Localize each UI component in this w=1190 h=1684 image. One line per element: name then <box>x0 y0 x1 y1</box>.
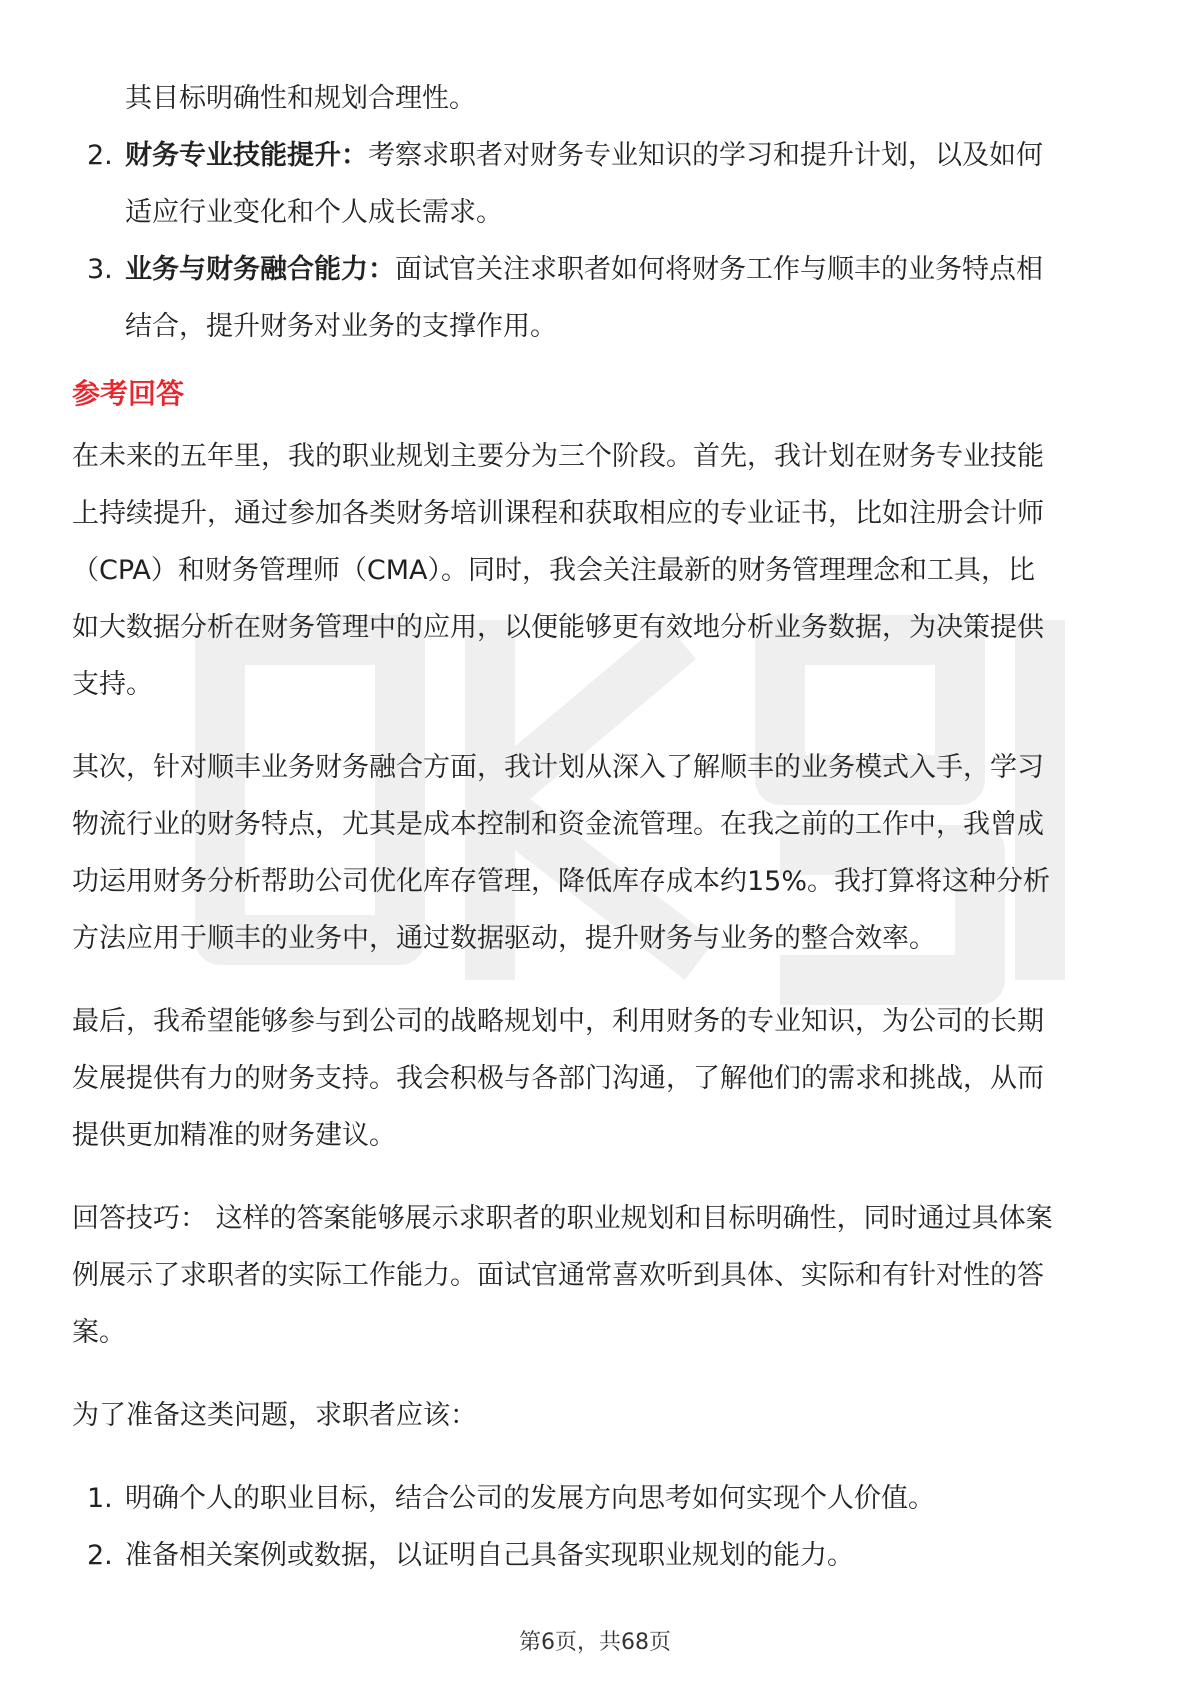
paragraph-line: 最后，我希望能够参与到公司的战略规划中，利用财务的专业知识，为公司的长期 <box>72 1006 1044 1037</box>
paragraph-line: 例展示了求职者的实际工作能力。面试官通常喜欢听到具体、实际和有针对性的答 <box>72 1260 1044 1291</box>
paragraph-line: 功运用财务分析帮助公司优化库存管理，降低库存成本约15%。我打算将这种分析 <box>72 866 1051 897</box>
paragraph-line: 物流行业的财务特点，尤其是成本控制和资金流管理。在我之前的工作中，我曾成 <box>72 809 1044 840</box>
list-number: 2. <box>87 1540 113 1571</box>
list-number: 3. <box>87 254 113 285</box>
paragraph-line: 发展提供有力的财务支持。我会积极与各部门沟通，了解他们的需求和挑战，从而 <box>72 1063 1044 1094</box>
answer-tips <box>72 1190 1122 1361</box>
paragraph <box>72 428 1122 713</box>
list-item-title: 业务与财务融合能力： <box>125 254 395 285</box>
paragraph-line: 提供更加精准的财务建议。 <box>72 1120 396 1151</box>
paragraph-line: 如大数据分析在财务管理中的应用，以便能够更有效地分析业务数据，为决策提供 <box>72 612 1044 643</box>
list-item-text: 考察求职者对财务专业知识的学习和提升计划，以及如何 <box>368 140 1043 171</box>
list-item-title: 财务专业技能提升： <box>125 140 368 171</box>
list-item-text: 适应行业变化和个人成长需求。 <box>125 197 503 228</box>
list-item-continuation <box>72 70 1122 127</box>
list-item-text: 结合，提升财务对业务的支撑作用。 <box>125 311 557 342</box>
list-item-text: 准备相关案例或数据，以证明自己具备实现职业规划的能力。 <box>125 1540 854 1571</box>
paragraph-line: 支持。 <box>72 669 153 700</box>
paragraph-line: 回答技巧： 这样的答案能够展示求职者的职业规划和目标明确性，同时通过具体案 <box>72 1203 1053 1234</box>
paragraph <box>72 1387 1122 1444</box>
page-content <box>72 70 1122 1584</box>
list-item <box>72 127 1122 241</box>
list-number: 1. <box>87 1483 113 1514</box>
paragraph <box>72 739 1122 967</box>
reference-answer-heading: 参考回答 <box>72 377 185 410</box>
page-number: 第6页，共68页 <box>519 1630 671 1655</box>
continuation-text: 其目标明确性和规划合理性。 <box>125 83 476 114</box>
paragraph-line: 为了准备这类问题，求职者应该： <box>72 1400 477 1431</box>
paragraph-line: 案。 <box>72 1317 126 1348</box>
list-number: 2. <box>87 140 113 171</box>
paragraph <box>72 993 1122 1164</box>
list-item <box>72 1470 1122 1527</box>
list-item-text: 明确个人的职业目标，结合公司的发展方向思考如何实现个人价值。 <box>125 1483 935 1514</box>
list-item-text: 面试官关注求职者如何将财务工作与顺丰的业务特点相 <box>395 254 1043 285</box>
paragraph-line: （CPA）和财务管理师（CMA）。同时，我会关注最新的财务管理理念和工具，比 <box>72 555 1035 586</box>
paragraph-line: 其次，针对顺丰业务财务融合方面，我计划从深入了解顺丰的业务模式入手，学习 <box>72 752 1044 783</box>
list-item <box>72 1527 1122 1584</box>
paragraph-line: 上持续提升，通过参加各类财务培训课程和获取相应的专业证书，比如注册会计师 <box>72 498 1044 529</box>
paragraph-line: 在未来的五年里，我的职业规划主要分为三个阶段。首先，我计划在财务专业技能 <box>72 441 1044 472</box>
paragraph-line: 方法应用于顺丰的业务中，通过数据驱动，提升财务与业务的整合效率。 <box>72 923 936 954</box>
list-item <box>72 241 1122 355</box>
